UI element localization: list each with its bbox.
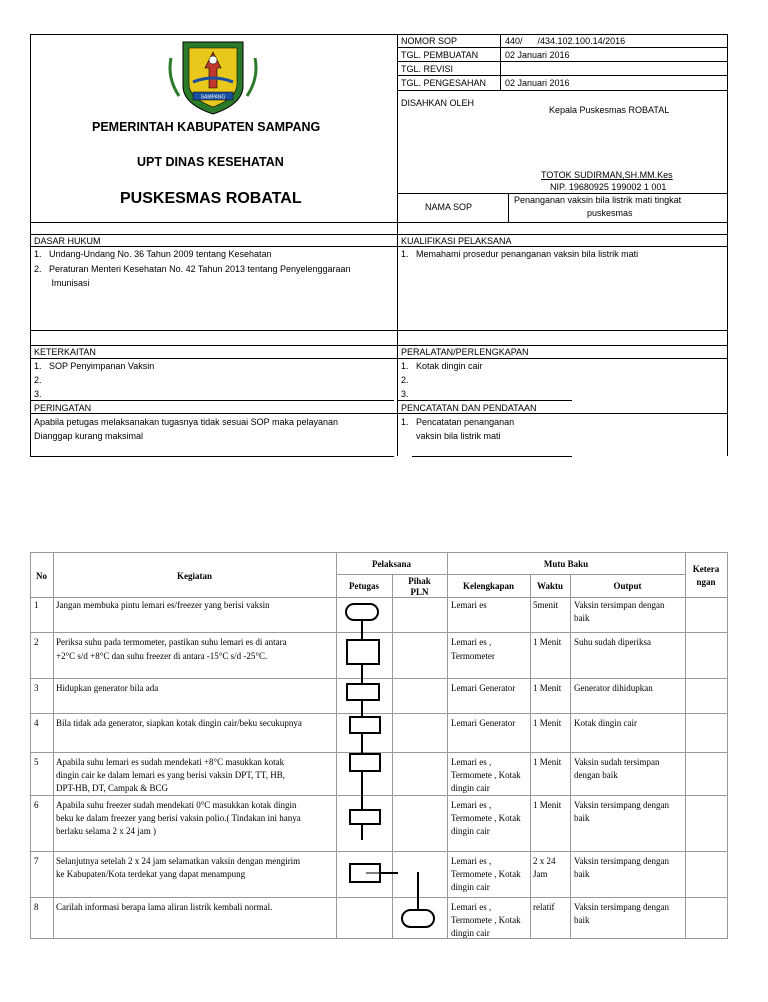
row-waktu: Jam <box>533 869 548 879</box>
nama-sop-value-2: puskesmas <box>587 208 633 218</box>
keterkaitan-title: KETERKAITAN <box>34 347 96 357</box>
row-kegiatan: Apabila suhu lemari es sudah mendekati +8°C masukkan kotak <box>56 757 285 767</box>
row-no: 8 <box>34 902 39 912</box>
row-kelengkapan: Termomete , Kotak <box>451 813 521 823</box>
row-no: 5 <box>34 757 39 767</box>
row-waktu: 1 Menit <box>533 718 562 728</box>
row-output: dengan baik <box>574 770 618 780</box>
nama-sop-value-1: Penanganan vaksin bila listrik mati tingkat <box>514 195 682 205</box>
meta-label-pengesahan: TGL. PENGESAHAN <box>401 78 487 88</box>
flow-process <box>347 640 379 664</box>
row-kelengkapan: Lemari Generator <box>451 683 516 693</box>
row-output: baik <box>574 915 590 925</box>
flow-process <box>350 717 380 733</box>
row-kelengkapan: dingin cair <box>451 783 490 793</box>
row-kegiatan: Periksa suhu pada termometer, pastikan suhu lemari es di antara <box>56 637 287 647</box>
row-no: 6 <box>34 800 39 810</box>
row-kelengkapan: dingin cair <box>451 928 490 938</box>
disahkan-label: DISAHKAN OLEH <box>401 98 475 108</box>
nama-sop-label: NAMA SOP <box>425 202 473 212</box>
flow-terminator-start <box>346 604 378 620</box>
col-header-pihak-pln: Pihak <box>408 576 431 586</box>
dasar-hukum-title: DASAR HUKUM <box>34 236 101 246</box>
row-no: 4 <box>34 718 39 728</box>
flow-process <box>350 810 380 824</box>
row-kelengkapan: Termomete , Kotak <box>451 869 521 879</box>
row-waktu: relatif <box>533 902 555 912</box>
row-waktu: 1 Menit <box>533 800 562 810</box>
dasar-hukum-item: Imunisasi <box>34 278 90 288</box>
pencatatan-title: PENCATATAN DAN PENDATAAN <box>401 403 537 413</box>
row-output: Vaksin sudah tersimpan <box>574 757 660 767</box>
row-kelengkapan: dingin cair <box>451 826 490 836</box>
row-output: Vaksin tersimpang dengan <box>574 800 669 810</box>
row-kegiatan: ke Kabupaten/Kota terdekat yang dapat menampung <box>56 869 246 879</box>
row-output: Kotak dingin cair <box>574 718 637 728</box>
meta-value-pembuatan: 02 Januari 2016 <box>505 50 570 60</box>
row-kelengkapan: Lemari es , <box>451 856 492 866</box>
peralatan-item: 2. <box>401 375 409 385</box>
col-header-output: Output <box>613 581 642 591</box>
row-kelengkapan: Lemari es , <box>451 800 492 810</box>
row-waktu: 5menit <box>533 600 558 610</box>
signer-nip: NIP. 19680925 199002 1 001 <box>550 182 667 192</box>
puskesmas-name: PUSKESMAS ROBATAL <box>120 190 302 207</box>
row-kegiatan: Apabila suhu freezer sudah mendekati 0°C masukkan kotak dingin <box>56 800 297 810</box>
row-no: 7 <box>34 856 39 866</box>
col-header-kelengkapan: Kelengkapan <box>462 581 514 591</box>
row-kelengkapan: Lemari es , <box>451 757 492 767</box>
pencatatan-item: 1. Pencatatan penanganan <box>401 417 515 427</box>
peralatan-item: 3. <box>401 389 409 399</box>
row-no: 3 <box>34 683 39 693</box>
row-output: Suhu sudah diperiksa <box>574 637 651 647</box>
row-output: Vaksin tersimpang dengan <box>574 902 669 912</box>
row-kelengkapan: Lemari es , <box>451 637 492 647</box>
row-kegiatan: Selanjutnya setelah 2 x 24 jam selamatkan vaksin dengan mengirim <box>56 856 301 866</box>
meta-value-nomor: 440/ /434.102.100.14/2016 <box>505 36 626 46</box>
row-waktu: 1 Menit <box>533 683 562 693</box>
col-header-no: No <box>36 571 47 581</box>
row-no: 1 <box>34 600 39 610</box>
meta-label-revisi: TGL. REVISI <box>401 64 454 74</box>
row-no: 2 <box>34 637 39 647</box>
org-name: PEMERINTAH KABUPATEN SAMPANG <box>92 120 321 134</box>
row-output: Generator dihidupkan <box>574 683 653 693</box>
row-kegiatan: Bila tidak ada generator, siapkan kotak dingin cair/beku secukupnya <box>56 718 302 728</box>
row-kelengkapan: dingin cair <box>451 882 490 892</box>
signer-name: TOTOK SUDIRMAN,SH.MM.Kes <box>541 170 673 180</box>
keterkaitan-item: 1. SOP Penyimpanan Vaksin <box>34 361 155 371</box>
peralatan-title: PERALATAN/PERLENGKAPAN <box>401 347 529 357</box>
row-kegiatan: +2°C s/d +8°C dan suhu freezer di antara -15°C s/d -25°C. <box>56 651 268 661</box>
col-header-keterangan: ngan <box>696 577 716 587</box>
keterkaitan-item: 3. <box>34 389 42 399</box>
row-kelengkapan: Termomete , Kotak <box>451 770 521 780</box>
row-kelengkapan: Lemari Generator <box>451 718 516 728</box>
logo-text: SAMPANG <box>200 94 226 101</box>
row-waktu: 1 Menit <box>533 637 562 647</box>
row-kegiatan: Jangan membuka pintu lemari es/freezer yang berisi vaksin <box>56 600 270 610</box>
unit-name: UPT DINAS KESEHATAN <box>137 155 284 169</box>
row-output: baik <box>574 813 590 823</box>
dasar-hukum-item: 2. Peraturan Menteri Kesehatan No. 42 Tahun 2013 tentang Penyelenggaraan <box>34 264 351 274</box>
row-kelengkapan: Termomete , Kotak <box>451 915 521 925</box>
row-waktu: 1 Menit <box>533 757 562 767</box>
peringatan-text: Dianggap kurang maksimal <box>34 431 144 441</box>
row-kelengkapan: Lemari es , <box>451 902 492 912</box>
col-header-petugas: Petugas <box>349 581 379 591</box>
row-kegiatan: dingin cair ke dalam lemari es yang berisi vaksin DPT, TT, HB, <box>56 770 285 780</box>
row-output: baik <box>574 613 590 623</box>
row-waktu: 2 x 24 <box>533 856 556 866</box>
kualifikasi-item: 1. Memahami prosedur penanganan vaksin bila listrik mati <box>401 249 639 259</box>
kualifikasi-title: KUALIFIKASI PELAKSANA <box>401 236 512 246</box>
meta-value-pengesahan: 02 Januari 2016 <box>505 78 570 88</box>
flow-terminator-end <box>402 910 434 927</box>
peringatan-title: PERINGATAN <box>34 403 92 413</box>
col-header-pihak-pln: PLN <box>410 587 429 597</box>
meta-label-nomor: NOMOR SOP <box>401 36 458 46</box>
row-kegiatan: berlaku selama 2 x 24 jam ) <box>56 826 156 836</box>
row-output: Vaksin tersimpan dengan <box>574 600 665 610</box>
col-header-keterangan: Ketera <box>692 564 720 574</box>
flow-process <box>347 684 379 700</box>
pencatatan-item: vaksin bila listrik mati <box>401 431 501 441</box>
row-output: baik <box>574 869 590 879</box>
peralatan-item: 1. Kotak dingin cair <box>401 361 483 371</box>
meta-label-pembuatan: TGL. PEMBUATAN <box>401 50 479 60</box>
col-header-pelaksana: Pelaksana <box>371 559 411 569</box>
disahkan-title: Kepala Puskesmas ROBATAL <box>549 105 670 115</box>
row-kegiatan: DPT-HB, DT, Campak & BCG <box>56 783 169 793</box>
col-header-kegiatan: Kegiatan <box>177 571 212 581</box>
row-kelengkapan: Termometer <box>451 651 495 661</box>
row-kegiatan: Hidupkan generator bila ada <box>56 683 159 693</box>
row-kegiatan: Carilah informasi berapa lama aliran listrik kembali normal. <box>56 902 273 912</box>
row-kelengkapan: Lemari es <box>451 600 487 610</box>
row-kegiatan: beku ke dalam freezer yang berisi vaksin polio.( Tindakan ini hanya <box>56 813 301 823</box>
row-output: Vaksin tersimpang dengan <box>574 856 669 866</box>
flow-process <box>350 754 380 771</box>
dasar-hukum-item: 1. Undang-Undang No. 36 Tahun 2009 tentang Kesehatan <box>34 249 272 259</box>
keterkaitan-item: 2. <box>34 375 42 385</box>
col-header-waktu: Waktu <box>536 581 563 591</box>
peringatan-text: Apabila petugas melaksanakan tugasnya tidak sesuai SOP maka pelayanan <box>34 417 339 427</box>
col-header-mutu-baku: Mutu Baku <box>543 559 589 569</box>
